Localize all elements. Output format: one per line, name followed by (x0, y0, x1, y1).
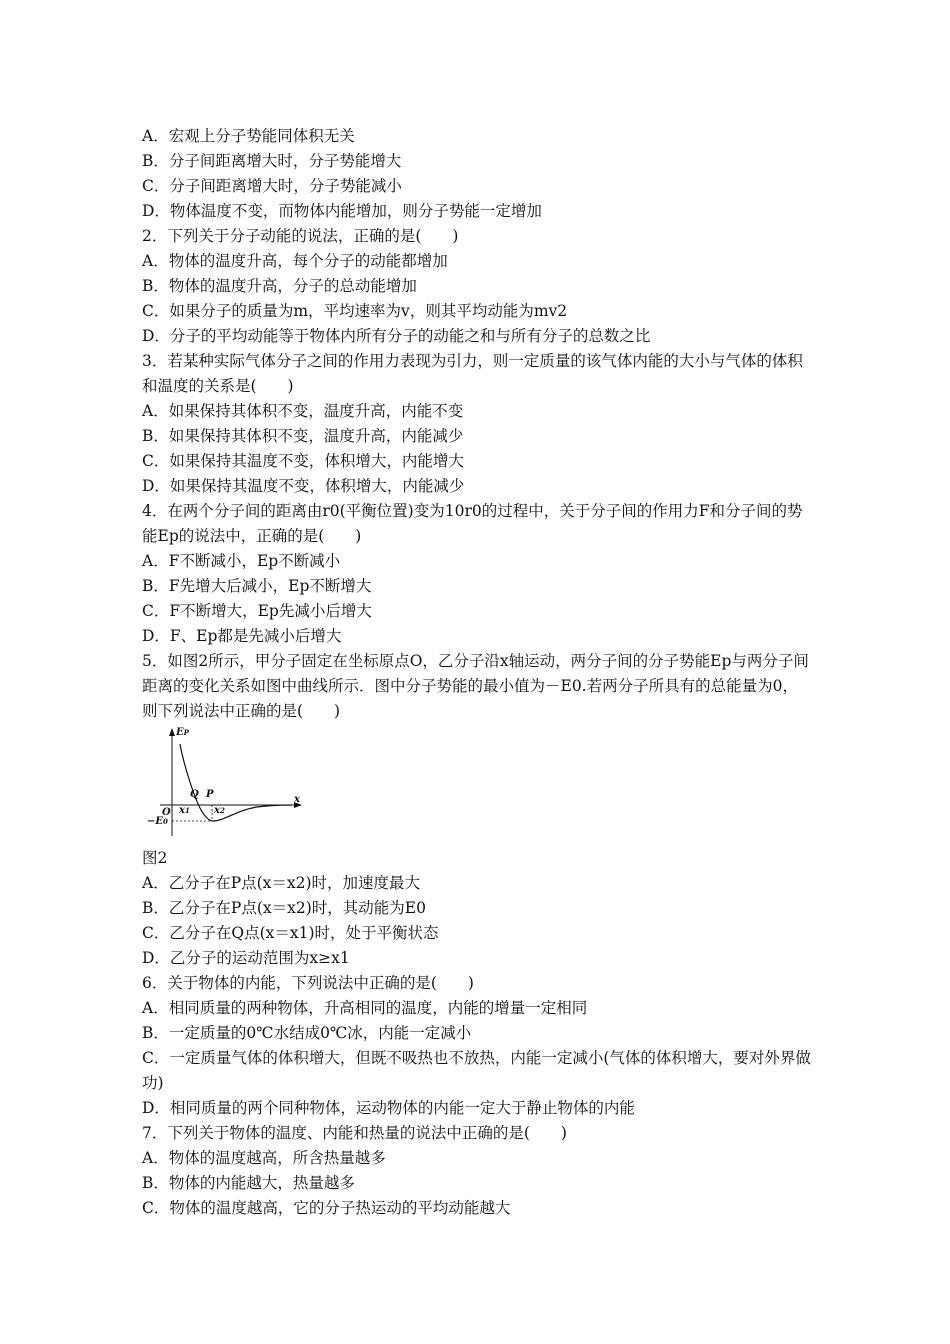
text-line: D．物体温度不变，而物体内能增加，则分子势能一定增加 (142, 202, 542, 220)
text-line: B．物体的温度升高，分子的总动能增加 (142, 277, 417, 295)
document-page (142, 124, 812, 1221)
x2-label: x2 (214, 805, 225, 816)
y-axis-arrow (169, 728, 175, 736)
text-line: C．分子间距离增大时，分子势能减小 (142, 177, 402, 195)
text-line: D．分子的平均动能等于物体内所有分子的动能之和与所有分子的总数之比 (142, 327, 651, 345)
text-line: D．相同质量的两个同种物体，运动物体的内能一定大于静止物体的内能 (142, 1099, 635, 1117)
question-6: 6．关于物体的内能，下列说法中正确的是( ) (142, 974, 474, 992)
text-line: B．分子间距离增大时，分子势能增大 (142, 152, 402, 170)
question-5: 5．如图2所示，甲分子固定在坐标原点O，乙分子沿x轴运动，两分子间的分子势能Ep与两分子间距离的变化关系如图中曲线所示．图中分子势能的最小值为－E0.若两分子所具有的总能量为0，则下列说法中正确的是( ) (142, 652, 809, 720)
text-line: A．如果保持其体积不变，温度升高，内能不变 (142, 402, 464, 420)
text-line: A．物体的温度升高，每个分子的动能都增加 (142, 252, 448, 270)
x-axis-label: x (294, 794, 300, 805)
potential-curve (180, 744, 292, 821)
text-line: C．如果分子的质量为m，平均速率为v，则其平均动能为mv2 (142, 302, 568, 320)
text-line: A．相同质量的两种物体，升高相同的温度，内能的增量一定相同 (142, 999, 588, 1017)
text-line: B．物体的内能越大，热量越多 (142, 1174, 355, 1192)
text-line: D．F、Ep都是先减小后增大 (142, 627, 342, 645)
text-line: C．乙分子在Q点(x＝x1)时，处于平衡状态 (142, 924, 439, 942)
y-axis-label: EP (176, 727, 189, 738)
text-line: A．F不断减小，Ep不断减小 (142, 552, 341, 570)
question-7: 7．下列关于物体的温度、内能和热量的说法中正确的是( ) (142, 1124, 567, 1142)
text-line: A．物体的温度越高，所含热量越多 (142, 1149, 386, 1167)
point-p-label: P (206, 789, 214, 800)
text-line: D．乙分子的运动范围为x≥x1 (142, 949, 350, 967)
text-line: B．一定质量的0℃水结成0℃冰，内能一定减小 (142, 1024, 472, 1042)
text-line: C．物体的温度越高，它的分子热运动的平均动能越大 (142, 1199, 511, 1217)
point-q-label: Q (190, 789, 199, 800)
text-line: C．一定质量气体的体积增大，但既不吸热也不放热，内能一定减小(气体的体积增大，要对外界做功) (142, 1049, 811, 1092)
x1-label: x1 (179, 805, 190, 816)
text-line: A．乙分子在P点(x＝x2)时，加速度最大 (142, 874, 421, 892)
figure-caption: 图2 (142, 849, 168, 867)
question-2: 2．下列关于分子动能的说法，正确的是( ) (142, 227, 459, 245)
text-line: C．F不断增大，Ep先减小后增大 (142, 602, 372, 620)
text-line: A．宏观上分子势能同体积无关 (142, 127, 355, 145)
text-line: D．如果保持其温度不变，体积增大，内能减少 (142, 477, 465, 495)
potential-energy-figure (142, 726, 307, 844)
text-line: B．乙分子在P点(x＝x2)时，其动能为E0 (142, 899, 426, 917)
min-energy-label: −E0 (147, 816, 168, 827)
text-line: B．如果保持其体积不变，温度升高，内能减少 (142, 427, 464, 445)
text-line: B．F先增大后减小，Ep不断增大 (142, 577, 372, 595)
origin-label: O (162, 807, 171, 818)
question-4: 4．在两个分子间的距离由r0(平衡位置)变为10r0的过程中，关于分子间的作用力F和分子间的势能Ep的说法中，正确的是( ) (142, 502, 803, 545)
question-3: 3．若某种实际气体分子之间的作用力表现为引力，则一定质量的该气体内能的大小与气体的体积和温度的关系是( ) (142, 352, 803, 395)
text-line: C．如果保持其温度不变，体积增大，内能增大 (142, 452, 464, 470)
